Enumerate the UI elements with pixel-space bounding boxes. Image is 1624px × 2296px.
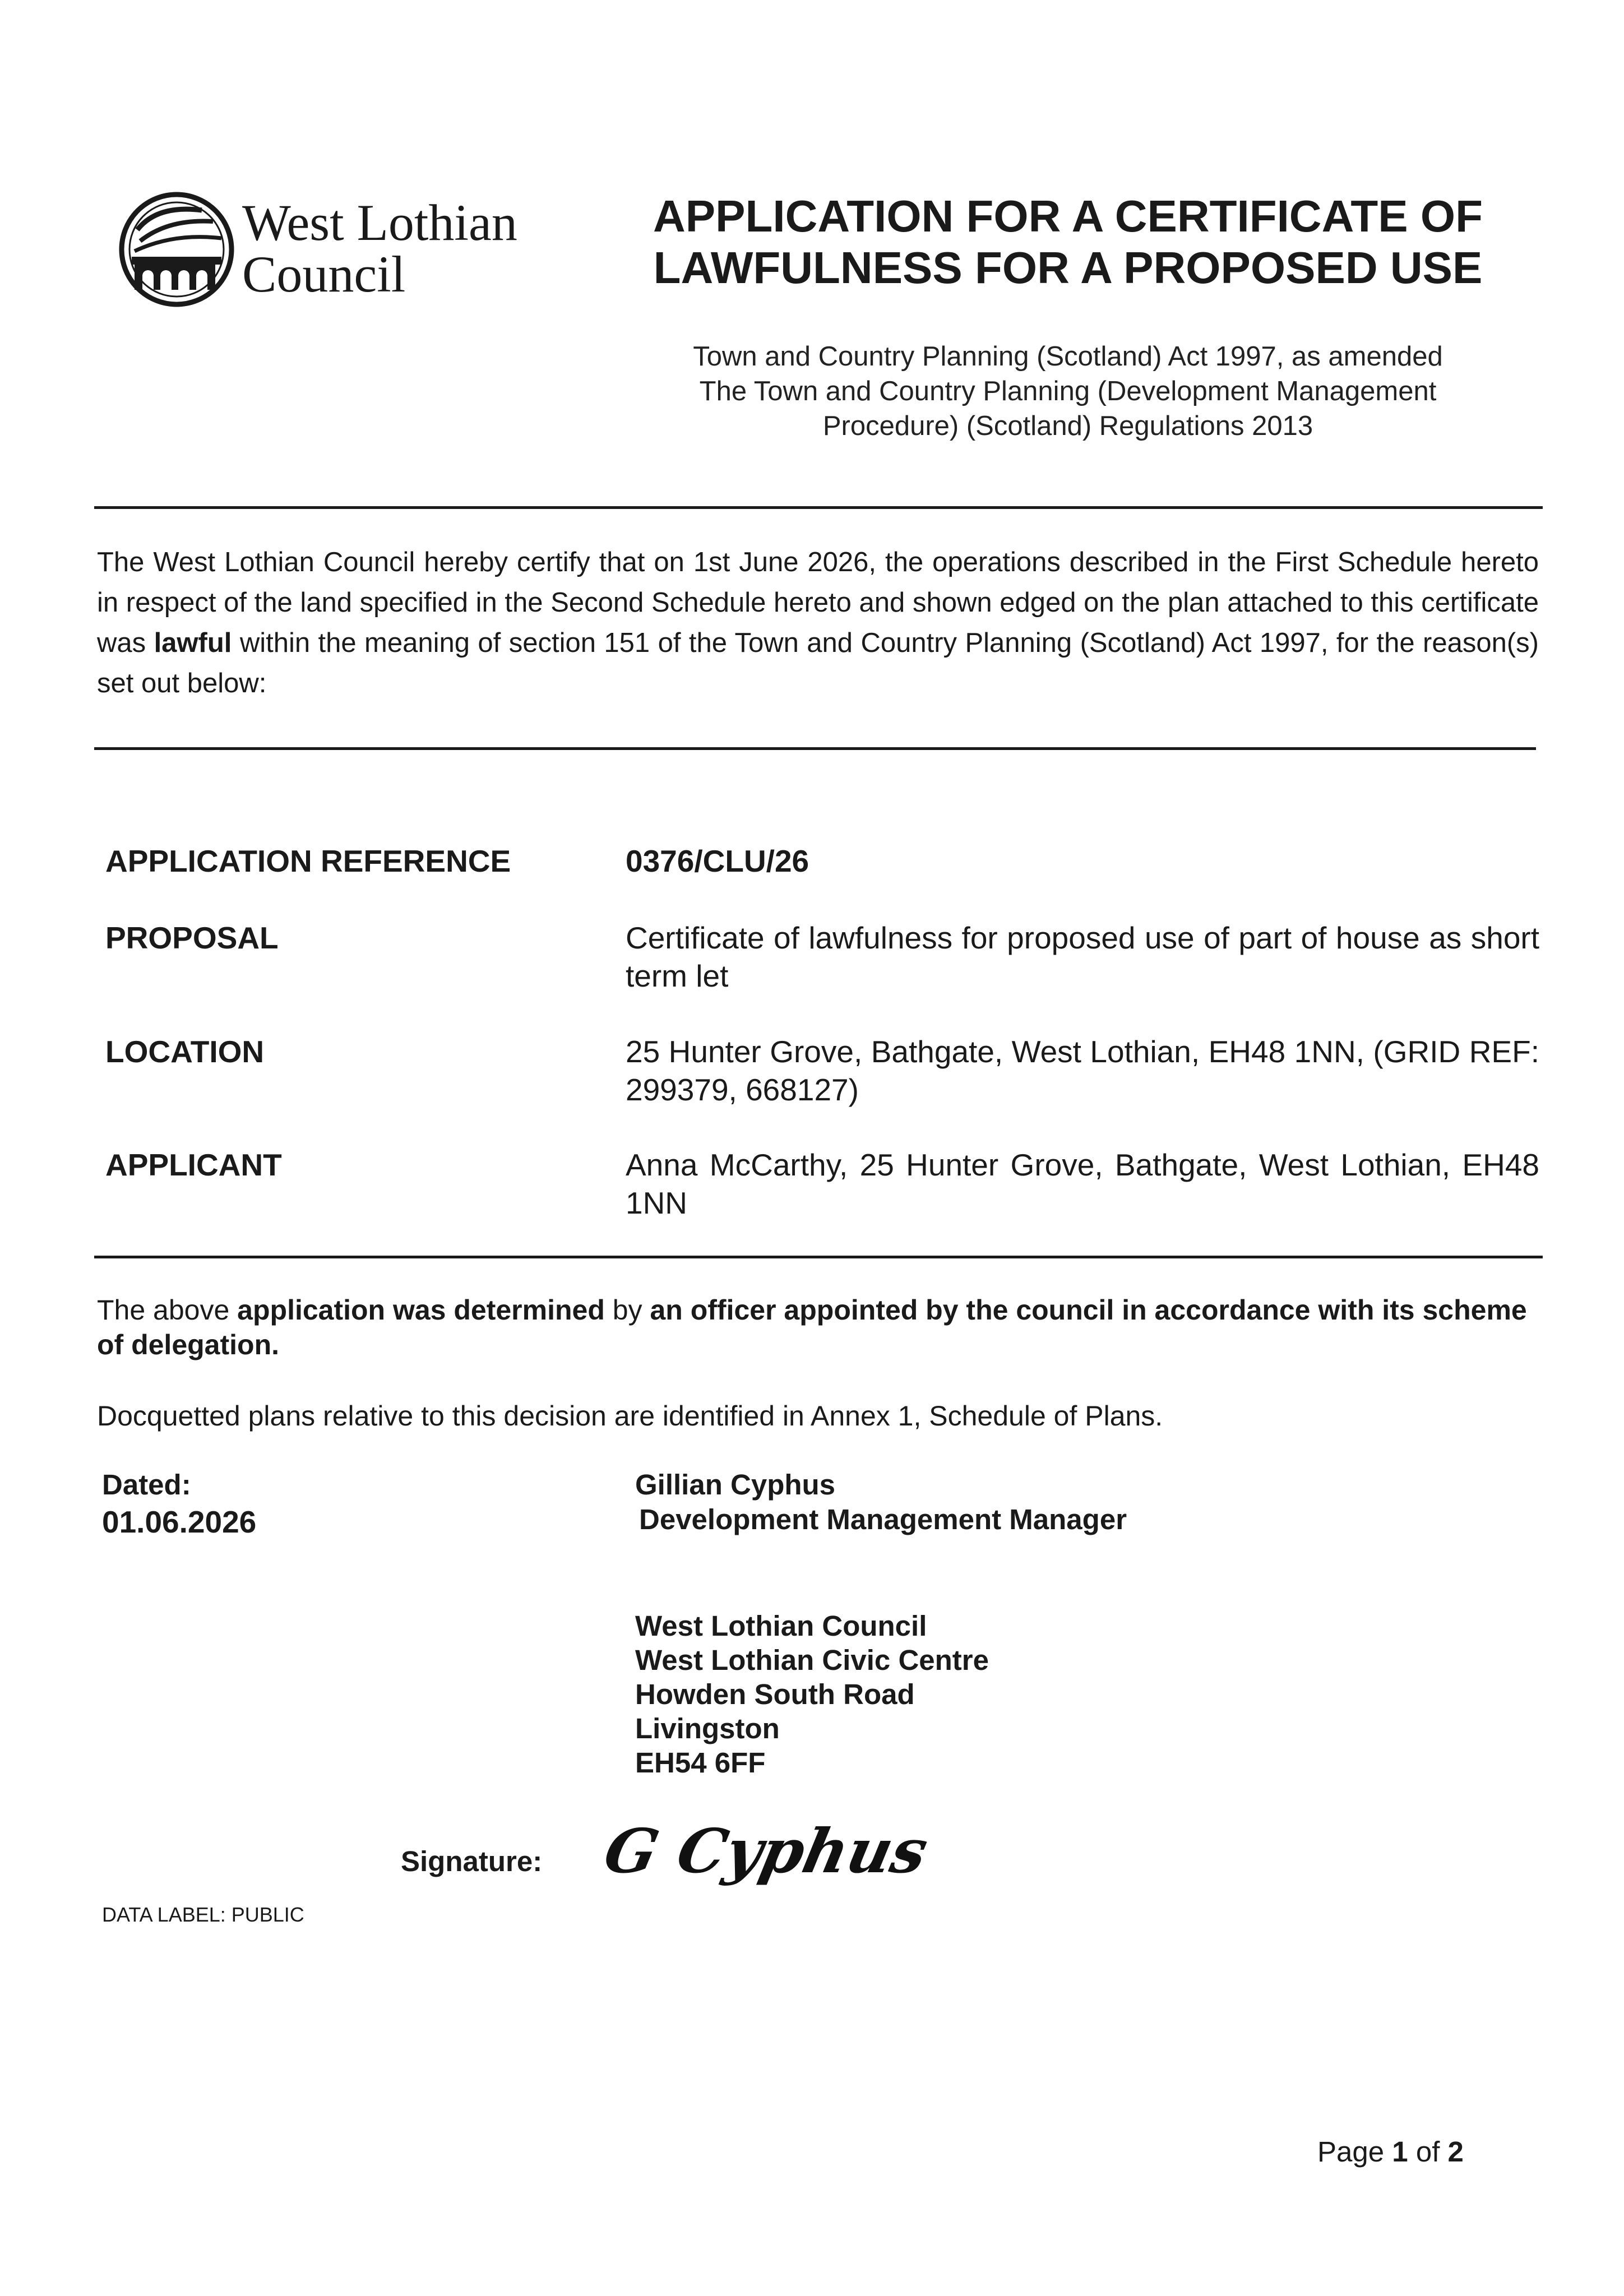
title-line-1: APPLICATION FOR A CERTIFICATE OF [653, 191, 1483, 241]
certification-statement [97, 542, 1539, 703]
page-of-word: of [1408, 2136, 1448, 2168]
data-classification-label: DATA LABEL: PUBLIC [102, 1903, 304, 1926]
subtitle-line-1: Town and Country Planning (Scotland) Act 1997, as amended [693, 341, 1443, 372]
certify-text-before: The West Lothian Council hereby certify that on 1st June 2026, the operations described in the First Schedule hereto in respect of the land specified in the Second Schedule hereto and shown edged on the plan attached to this certificate was [97, 547, 1539, 658]
certify-text-lawful: lawful [154, 628, 232, 658]
application-reference-value: 0376/CLU/26 [626, 844, 809, 878]
docquetted-plans-note: Docquetted plans relative to this decision are identified in Annex 1, Schedule of Plans. [97, 1400, 1163, 1432]
subtitle-line-3: Procedure) (Scotland) Regulations 2013 [822, 411, 1313, 441]
determination-part-2: application was determined [237, 1294, 605, 1326]
address-line: West Lothian Civic Centre [635, 1644, 989, 1676]
dated-value: 01.06.2026 [102, 1505, 257, 1539]
title-line-2: LAWFULNESS FOR A PROPOSED USE [653, 243, 1483, 293]
page-total: 2 [1447, 2136, 1464, 2168]
logo-text-line1: West Lothian [242, 194, 517, 251]
determination-statement [97, 1293, 1539, 1362]
determination-part-1: The above [97, 1294, 238, 1326]
applicant-value: Anna McCarthy, 25 Hunter Grove, Bathgate, West Lothian, EH48 1NN [626, 1147, 1539, 1220]
subtitle-line-2: The Town and Country Planning (Development Management [699, 376, 1437, 406]
document-title [639, 191, 1497, 294]
page-current: 1 [1392, 2136, 1408, 2168]
address-line: EH54 6FF [635, 1747, 766, 1779]
handwritten-signature [598, 1805, 934, 1900]
page-number [1317, 2135, 1464, 2169]
divider-bottom [94, 1256, 1543, 1258]
signature-label: Signature: [401, 1845, 543, 1877]
application-reference-label: APPLICATION REFERENCE [105, 844, 511, 878]
legislation-subtitle [639, 339, 1497, 443]
determination-part-3: by [604, 1294, 650, 1326]
council-address [635, 1609, 989, 1780]
divider-middle [94, 747, 1536, 750]
location-label: LOCATION [105, 1034, 265, 1069]
officer-title: Development Management Manager [639, 1503, 1127, 1535]
address-line: West Lothian Council [635, 1610, 927, 1642]
viaduct-emblem-icon [122, 195, 232, 304]
location-value: 25 Hunter Grove, Bathgate, West Lothian, EH48 1NN, (GRID REF: 299379, 668127) [626, 1034, 1539, 1107]
dated-label: Dated: [102, 1469, 191, 1501]
proposal-label: PROPOSAL [105, 920, 279, 955]
logo-text-line2: Council [242, 246, 406, 303]
page-word: Page [1317, 2136, 1392, 2168]
west-lothian-council-logo [118, 185, 566, 314]
applicant-label: APPLICANT [105, 1147, 282, 1182]
divider-top [94, 506, 1543, 509]
certify-text-after: within the meaning of section 151 of the Town and Country Planning (Scotland) Act 1997, for the reason(s) set out below: [97, 628, 1539, 698]
proposal-value: Certificate of lawfulness for proposed use of part of house as short term let [626, 920, 1539, 993]
determination-part-4: an officer appointed by the council in accordance with its scheme of delegation. [97, 1294, 1527, 1360]
signature-text: G Cyphus [598, 1815, 934, 1887]
address-line: Howden South Road [635, 1678, 915, 1710]
address-line: Livingston [635, 1712, 780, 1744]
officer-name: Gillian Cyphus [635, 1469, 836, 1501]
